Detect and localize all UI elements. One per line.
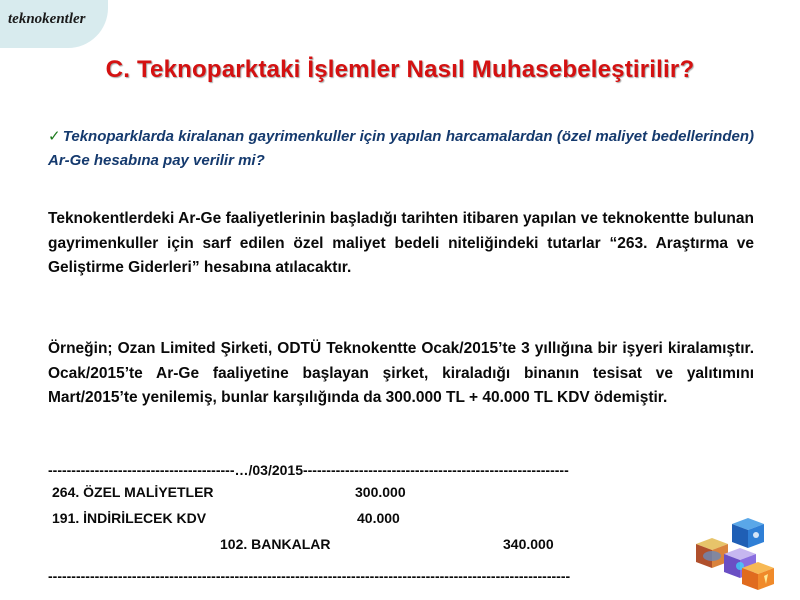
logo-tab <box>0 0 108 48</box>
journal-account: 264. ÖZEL MALİYETLER <box>52 484 214 500</box>
journal-header-line <box>48 461 652 479</box>
journal-amount: 40.000 <box>357 510 400 526</box>
journal-account: 102. BANKALAR <box>220 536 331 552</box>
cube-orange-icon <box>742 562 774 590</box>
slide-title: C. Teknoparktaki İşlemler Nasıl Muhasebeleştirilir? <box>105 56 695 83</box>
journal-header-dashes-left: ---------------------------------------- <box>48 462 235 478</box>
decorative-cubes-icon <box>694 518 790 590</box>
journal-row-credit-1 <box>48 531 668 557</box>
question-body: Teknoparklarda kiralanan gayrimenkuller için yapılan harcamalardan (özel maliyet bedellerinden) Ar-Ge hesabına pay verilir mi? <box>48 128 754 169</box>
journal-date: …/03/2015 <box>234 462 303 478</box>
paragraph-2: Örneğin; Ozan Limited Şirketi, ODTÜ Teknokentte Ocak/2015’te 3 yıllığına bir işyeri kiralamıştır. Ocak/2015’te Ar-Ge faaliyetine başlayan şirket, kiraladığı binanın tesisat ve yalıtımını Mart/2015’te yenilemiş, bunlar karşılığında da 300.000 TL + 40.000 TL KDV ödemiştir. <box>48 340 754 406</box>
journal-row-debit-1 <box>48 479 668 505</box>
checkmark-icon: ✓ <box>48 128 61 145</box>
question-text <box>48 125 754 173</box>
cube-photo-icon <box>696 538 728 568</box>
journal-account: 191. İNDİRİLECEK KDV <box>52 510 207 526</box>
logo-text: teknokentler <box>8 11 86 27</box>
paragraph-1: Teknokentlerdeki Ar-Ge faaliyetlerinin başladığı tarihten itibaren yapılan ve teknokentte bulunan gayrimenkuller için sarf edilen özel maliyet bedeli niteliğindeki tutarlar “263. Araştırma ve Geliştirme Giderleri” hesabına atılacaktır. <box>48 210 754 276</box>
journal-footer-line: ---------------------------------------------------------------------------------------------------------------- <box>48 568 571 584</box>
cube-blue-icon <box>732 518 764 548</box>
journal-header-dashes-right: --------------------------------------------------------- <box>302 462 569 478</box>
journal-row-debit-2 <box>48 505 668 531</box>
journal-amount: 300.000 <box>355 484 406 500</box>
journal-amount: 340.000 <box>503 536 554 552</box>
journal-entry <box>48 461 668 585</box>
